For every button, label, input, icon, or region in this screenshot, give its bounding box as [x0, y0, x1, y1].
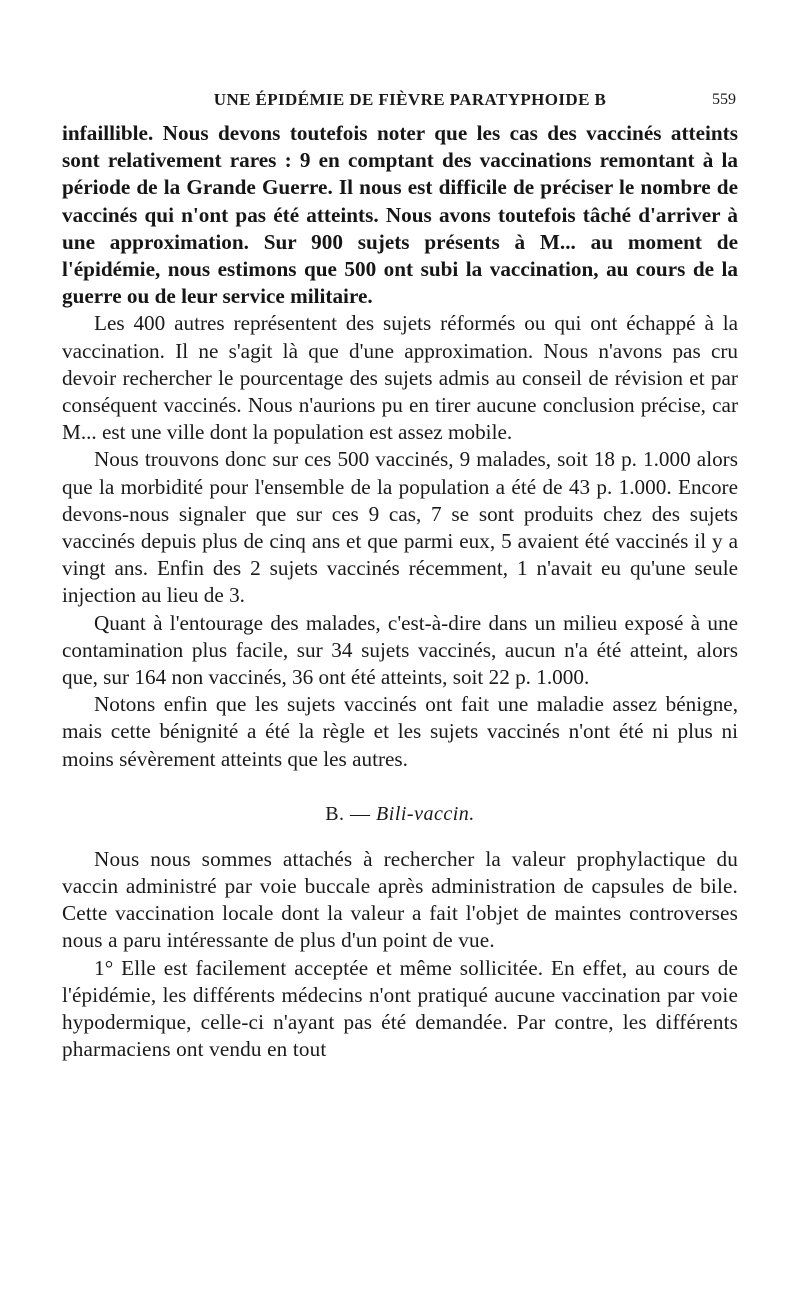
- paragraph: 1° Elle est facilement acceptée et même sollicitée. En effet, au cours de l'épidémie, les différents médecins n'ont pratiqué aucune vaccination par voie hypodermique, celle-ci n'ayant pas été demandée. Par contre, les différents pharmaciens ont vendu en tout: [62, 955, 738, 1062]
- section-label: B. —: [325, 802, 371, 825]
- paragraph: Nous nous sommes attachés à rechercher la valeur prophylactique du vaccin administré par voie buccale après administration de capsules de bile. Cette vaccination locale dont la valeur a fait l'objet de maintes controverses nous a paru intéressante de plus d'un point de vue.: [62, 846, 738, 953]
- running-header: [62, 84, 738, 114]
- body-text-part2: [62, 846, 738, 1064]
- body-text-part1: [62, 120, 738, 773]
- section-heading: [62, 803, 738, 826]
- section-title: Bili-vaccin.: [376, 802, 475, 825]
- page-number: 559: [712, 91, 736, 108]
- paragraph: infaillible. Nous devons toutefois noter que les cas des vaccinés atteints sont relativement rares : 9 en comptant des vaccinations remontant à la période de la Grande Guerre. Il nous est difficile de préciser le nombre de vaccinés qui n'ont pas été atteints. Nous avons toutefois tâché d'arriver à une approximation. Sur 900 sujets présents à M... au moment de l'épidémie, nous estimons que 500 ont subi la vaccination, au cours de la guerre ou de leur service militaire.: [62, 121, 738, 309]
- paragraph: Nous trouvons donc sur ces 500 vaccinés, 9 malades, soit 18 p. 1.000 alors que la morbidité pour l'ensemble de la population a été de 43 p. 1.000. Encore devons-nous signaler que sur ces 9 cas, 7 se sont produits chez des sujets vaccinés depuis plus de cinq ans et que parmi eux, 5 avaient été vaccinés il y a vingt ans. Enfin des 2 sujets vaccinés récemment, 1 n'avait eu qu'une seule injection au lieu de 3.: [62, 447, 738, 608]
- document-page: [62, 84, 738, 1064]
- paragraph: Quant à l'entourage des malades, c'est-à-dire dans un milieu exposé à une contamination plus facile, sur 34 sujets vaccinés, aucun n'a été atteint, alors que, sur 164 non vaccinés, 36 ont été atteints, soit 22 p. 1.000.: [62, 610, 738, 690]
- paragraph: Les 400 autres représentent des sujets réformés ou qui ont échappé à la vaccination. Il ne s'agit là que d'une approximation. Nous n'avons pas cru devoir rechercher le pourcentage des sujets admis au conseil de révision et par conséquent vaccinés. Nous n'aurions pu en tirer aucune conclusion précise, car M... est une ville dont la population est assez mobile.: [62, 311, 738, 445]
- paragraph: Notons enfin que les sujets vaccinés ont fait une maladie assez bénigne, mais cette bénignité a été la règle et les sujets vaccinés n'ont été ni plus ni moins sévèrement atteints que les autres.: [62, 692, 738, 771]
- running-title: UNE ÉPIDÉMIE DE FIÈVRE PARATYPHOIDE B: [213, 90, 607, 109]
